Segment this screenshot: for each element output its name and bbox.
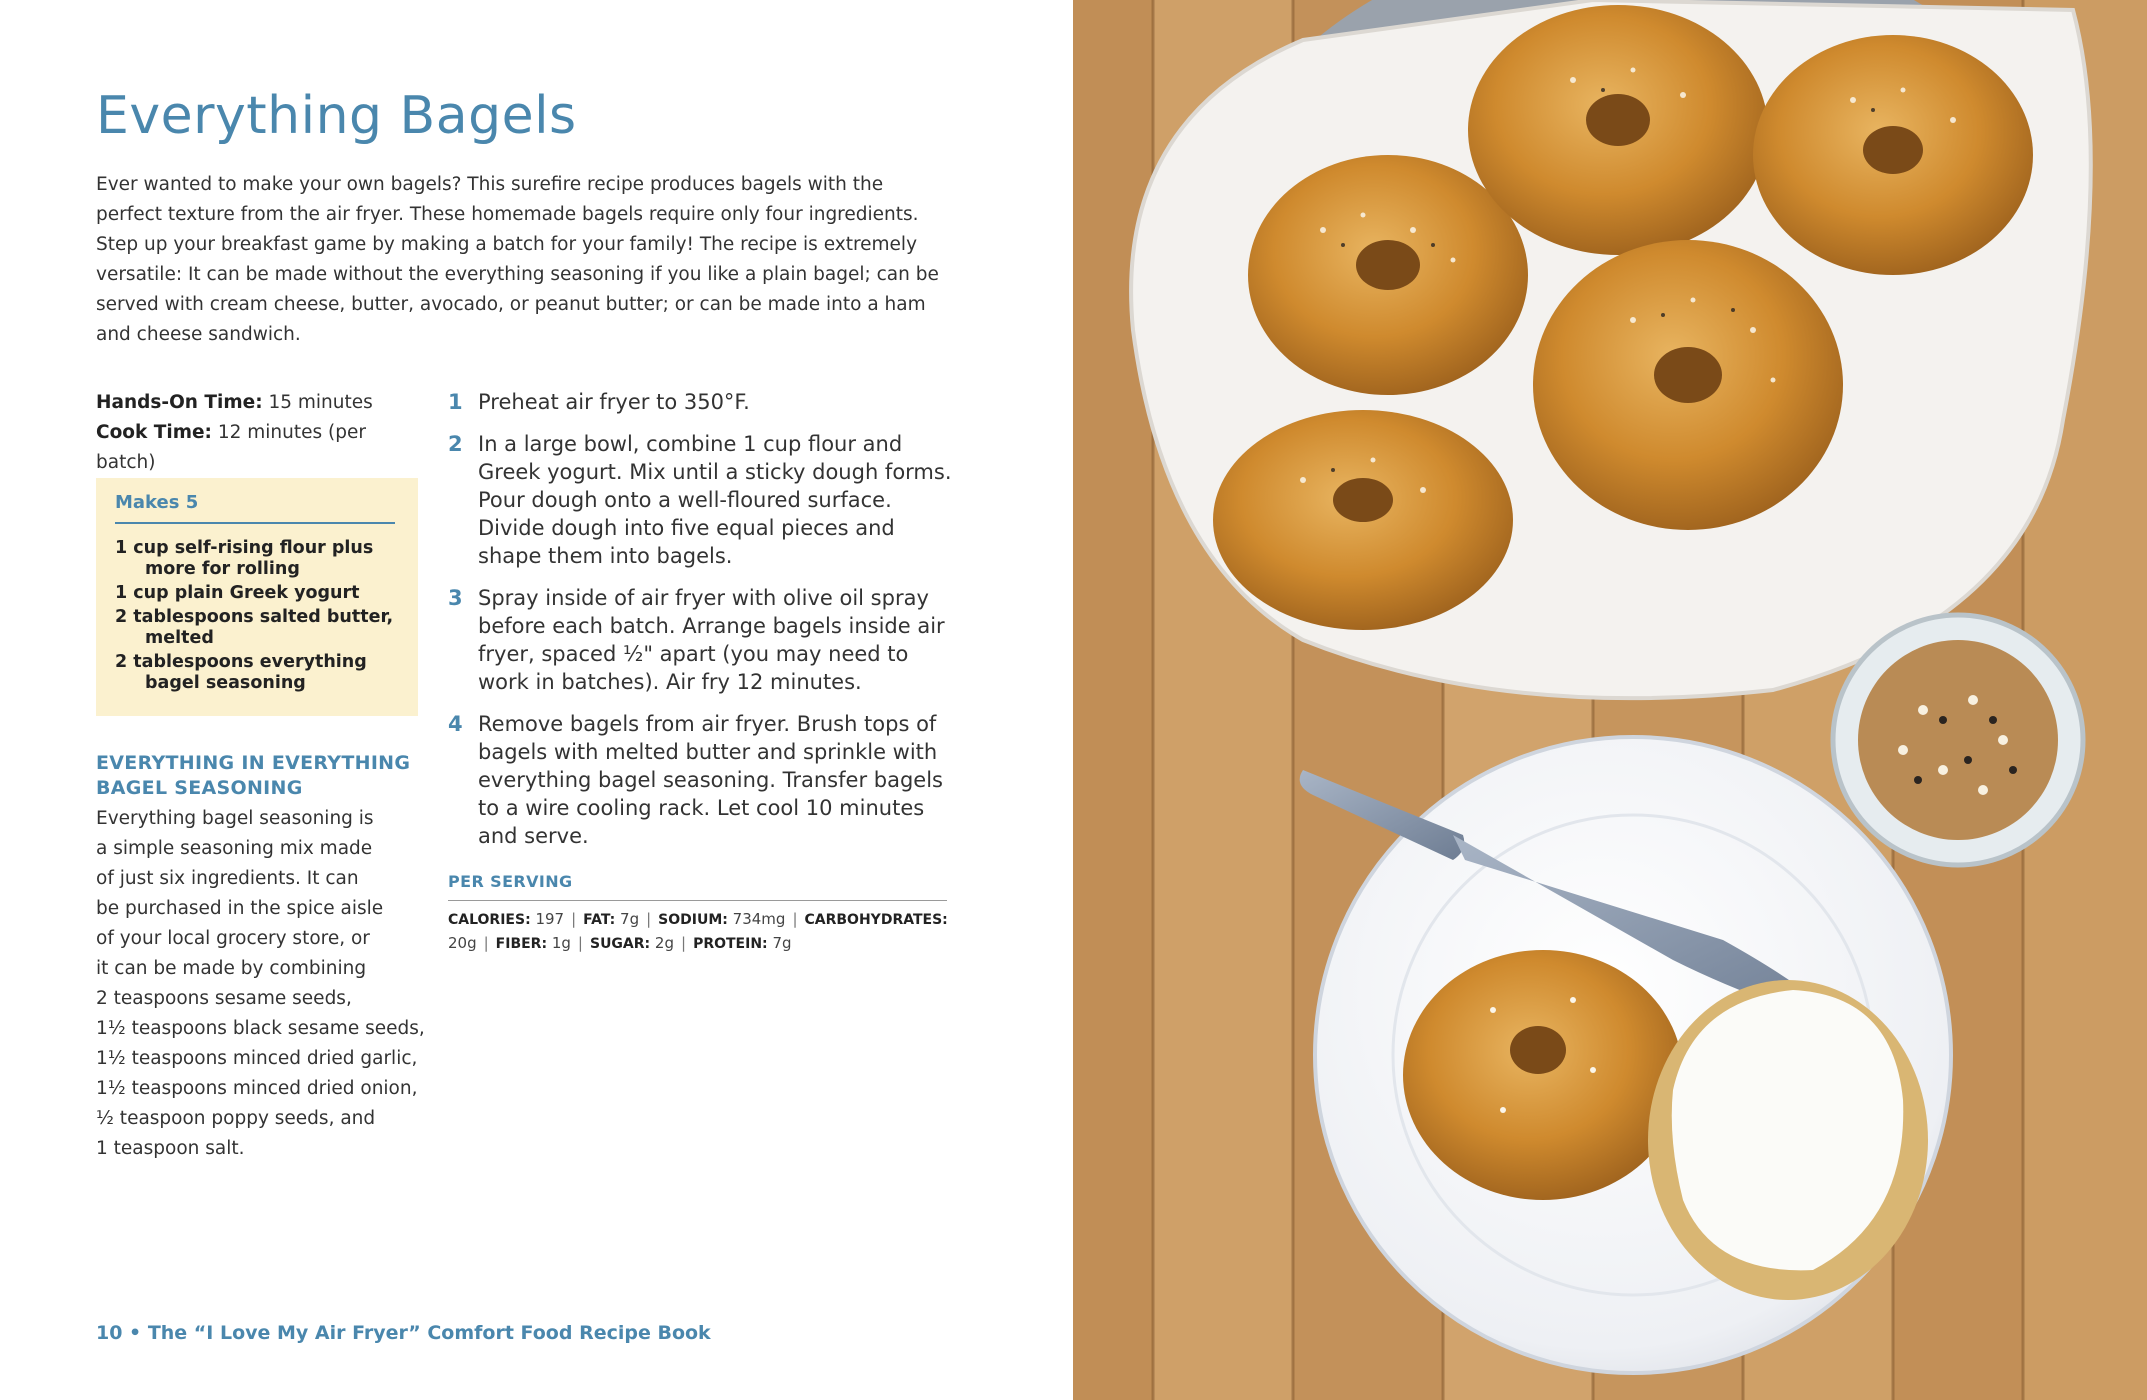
bagel [1753,35,2033,275]
recipe-times [96,388,426,478]
intro-line: versatile: It can be made without the everything seasoning if you like a plain bagel; can be [96,264,939,285]
per-serving-title: PER SERVING [448,872,573,891]
nutrition-value: 1g [551,934,571,952]
step-text: In a large bowl, combine 1 cup flour and Greek yogurt. Mix until a sticky dough forms. Pour dough onto a well-floured surface. Divide dough into five equal pieces and shape them into bagels. [478,432,952,568]
separator: | [792,910,798,928]
nutrition-label: SODIUM: [658,912,728,928]
nutrition-label: SUGAR: [589,936,651,952]
sidebar-line: Everything bagel seasoning is [96,808,374,829]
sidebar-line: 1½ teaspoons minced dried onion, [96,1078,418,1099]
makes-divider [115,522,395,524]
ingredient-item: 1 cup self-rising flour plus more for rolling [115,538,374,579]
cook-label: Cook Time: [96,422,212,443]
nutrition-label: FAT: [583,912,616,928]
nutrition-value: 7g [772,934,792,952]
nutrition-value: 20g [448,934,477,952]
ingredient-item: 1 cup plain Greek yogurt [115,583,360,603]
instruction-steps [448,388,958,864]
ingredient-item: 2 tablespoons everything bagel seasoning [115,652,367,693]
sidebar-line: 1½ teaspoons minced dried garlic, [96,1048,418,1069]
bagel-photo-illustration [1073,0,2147,1400]
hands-on-value: 15 minutes [262,392,373,413]
intro-line: perfect texture from the air fryer. These homemade bagels require only four ingredients. [96,204,919,225]
sidebar-heading: EVERYTHING IN EVERYTHING BAGEL SEASONING [96,752,411,799]
step-item [448,430,958,570]
nutrition-label: CALORIES: [448,912,531,928]
step-number: 2 [448,432,463,456]
ingredient-item: 2 tablespoons salted butter, melted [115,607,394,648]
sidebar-line: 1½ teaspoons black sesame seeds, [96,1018,425,1039]
intro-line: and cheese sandwich. [96,324,301,345]
bagel-photo [1073,0,2147,1400]
nutrition-label: CARBOHYDRATES: [804,912,948,928]
sidebar-line: 2 teaspoons sesame seeds, [96,988,352,1009]
bagel [1468,5,1768,255]
recipe-title: Everything Bagels [96,86,577,146]
ingredients-box [96,478,418,716]
step-item [448,388,958,416]
step-item [448,710,958,850]
sidebar-line: it can be made by combining [96,958,367,979]
step-text: Spray inside of air fryer with olive oil spray before each batch. Arrange bagels inside air fryer, spaced ½" apart (you may need to work in batches). Air fry 12 minutes. [478,586,945,694]
cook-value: 12 minutes (per batch) [96,422,366,473]
separator: | [483,934,489,952]
sidebar-line: ½ teaspoon poppy seeds, and [96,1108,376,1129]
bagel [1213,410,1513,630]
sidebar-text [96,804,426,1164]
nutrition-label: PROTEIN: [693,936,768,952]
cook-time [96,418,426,478]
intro-line: Ever wanted to make your own bagels? This surefire recipe produces bagels with the [96,174,884,195]
separator: | [571,910,577,928]
nutrition-facts [448,908,953,956]
sidebar-line: of your local grocery store, or [96,928,370,949]
nutrition-label: FIBER: [495,936,548,952]
recipe-page [0,0,1073,1400]
step-number: 3 [448,586,463,610]
sidebar-line: 1 teaspoon salt. [96,1138,245,1159]
separator: | [577,934,583,952]
bagel [1248,155,1528,395]
ingredient-list [115,538,405,697]
separator: | [681,934,687,952]
nutrition-value: 734mg [732,910,786,928]
step-text: Preheat air fryer to 350°F. [478,390,750,414]
sidebar-line: be purchased in the spice aisle [96,898,384,919]
step-number: 1 [448,390,463,414]
bagel [1533,240,1843,530]
separator: | [646,910,652,928]
intro-line: served with cream cheese, butter, avocado, or peanut butter; or can be made into a ham [96,294,926,315]
sidebar-line: of just six ingredients. It can [96,868,359,889]
hands-on-time [96,388,426,418]
makes-title: Makes 5 [115,492,199,513]
bagel-half-topped [1403,950,1683,1200]
sidebar-line: a simple seasoning mix made [96,838,373,859]
hands-on-label: Hands-On Time: [96,392,263,413]
step-item [448,584,958,696]
step-text: Remove bagels from air fryer. Brush tops of bagels with melted butter and sprinkle with everything bagel seasoning. Transfer bagels to a wire cooling rack. Let cool 10 minutes and serve. [478,712,943,848]
bagel-half-cream-cheese [1648,980,1928,1300]
per-serving-divider [448,900,947,901]
recipe-intro [96,170,946,350]
nutrition-value: 197 [535,910,565,928]
page-footer: 10 • The “I Love My Air Fryer” Comfort Food Recipe Book [96,1322,711,1344]
intro-line: Step up your breakfast game by making a batch for your family! The recipe is extremely [96,234,918,255]
nutrition-value: 7g [620,910,640,928]
step-number: 4 [448,712,463,736]
nutrition-value: 2g [654,934,674,952]
seasoning-bowl [1833,615,2083,865]
